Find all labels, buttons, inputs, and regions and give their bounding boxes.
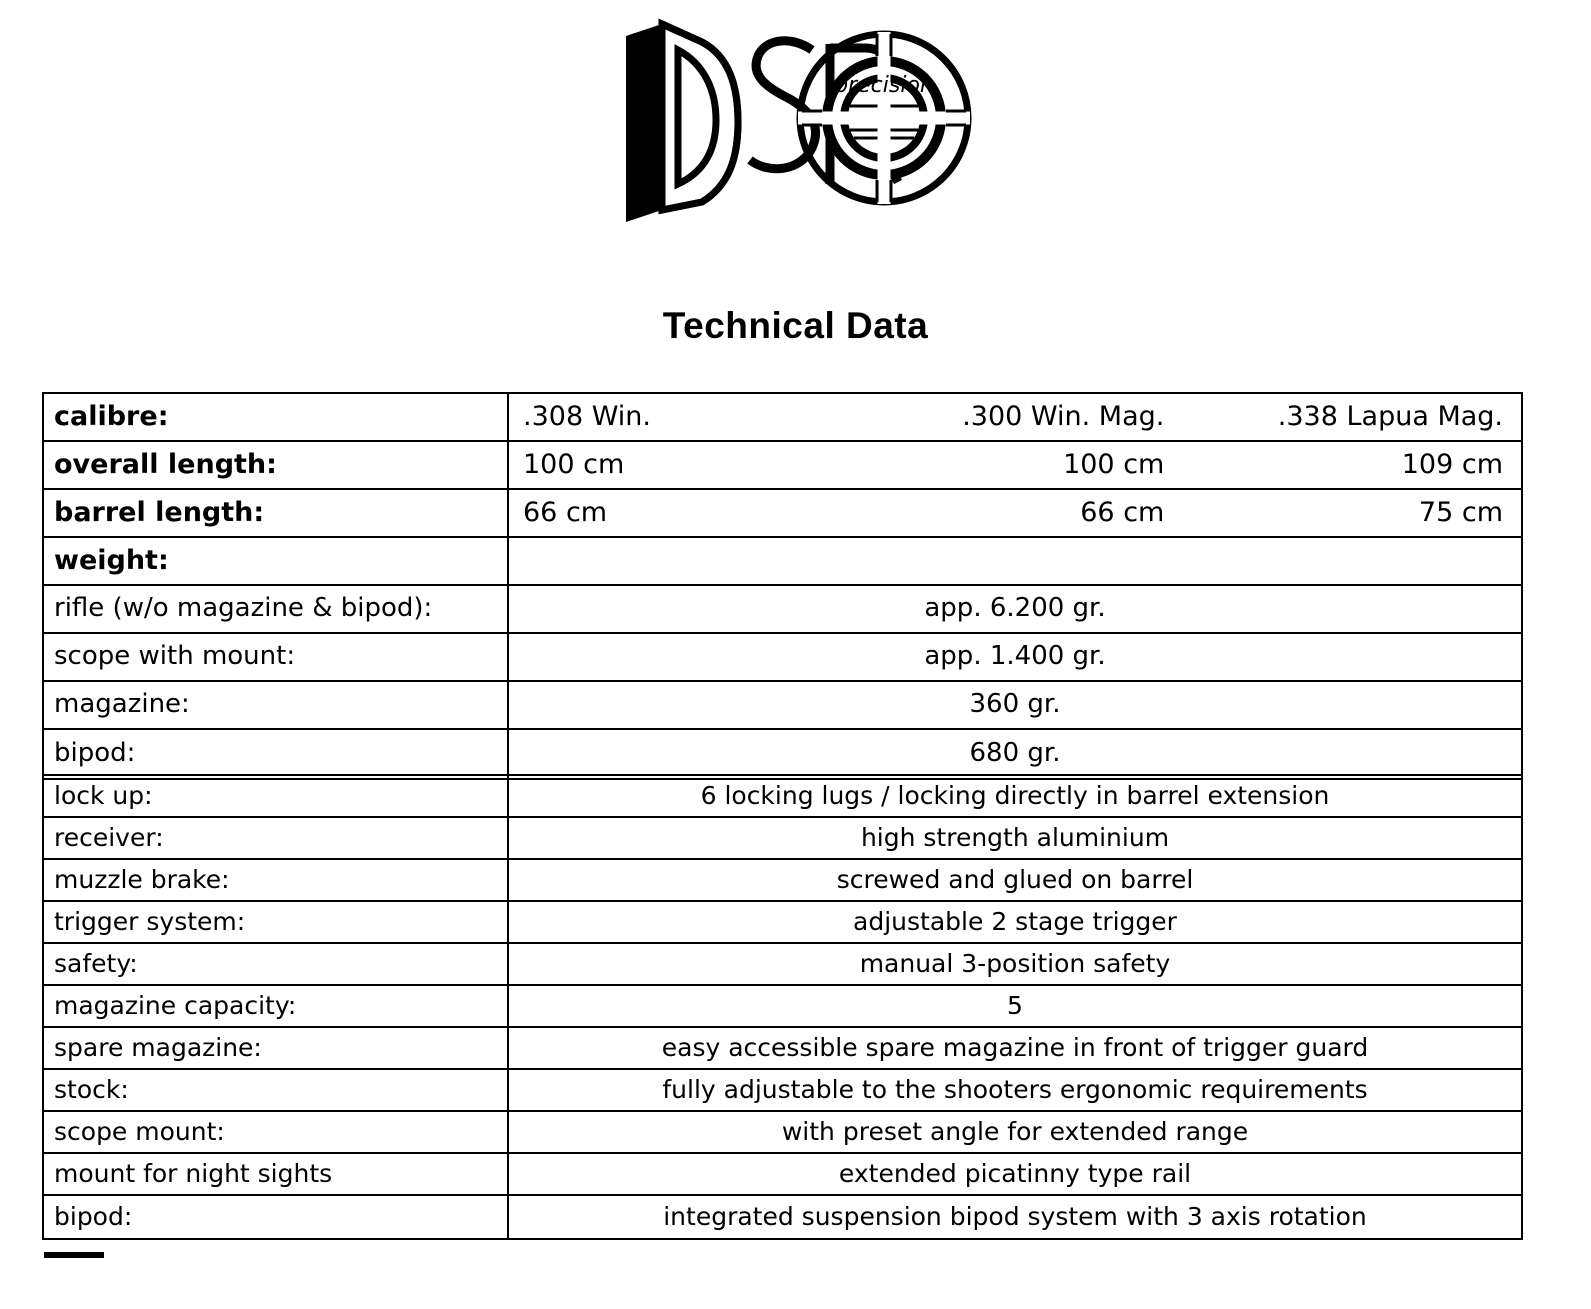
row-label: barrel length: bbox=[44, 490, 509, 536]
row-label: weight: bbox=[44, 538, 509, 584]
page-title: Technical Data bbox=[662, 305, 929, 346]
value-cell: integrated suspension bipod system with 3 axis rotation bbox=[663, 1201, 1367, 1231]
value-cell: 680 gr. bbox=[969, 738, 1061, 769]
table-row bbox=[44, 1070, 1521, 1112]
value-cell: high strength aluminium bbox=[860, 822, 1170, 852]
table-row bbox=[44, 1196, 1521, 1238]
company-logo bbox=[0, 14, 1591, 234]
value-cell: 66 cm bbox=[523, 496, 608, 528]
row-label: trigger system: bbox=[44, 902, 509, 942]
page-edge-mark bbox=[44, 1252, 104, 1258]
table-row bbox=[44, 944, 1521, 986]
value-cell: 100 cm bbox=[1063, 448, 1165, 480]
dsr-precision-logo-graphic bbox=[616, 14, 976, 229]
row-values bbox=[509, 490, 1521, 536]
table-row bbox=[44, 634, 1521, 682]
row-label: scope with mount: bbox=[44, 634, 509, 680]
row-label: calibre: bbox=[44, 394, 509, 440]
row-label: muzzle brake: bbox=[44, 860, 509, 900]
technical-specs-table bbox=[42, 392, 1523, 780]
table-row bbox=[44, 394, 1521, 442]
table-row bbox=[44, 902, 1521, 944]
table-row bbox=[44, 586, 1521, 634]
row-label: receiver: bbox=[44, 818, 509, 858]
row-label: safety: bbox=[44, 944, 509, 984]
value-cell: 75 cm bbox=[1418, 496, 1504, 528]
value-cell: with preset angle for extended range bbox=[781, 1116, 1249, 1146]
value-cell: screwed and glued on barrel bbox=[836, 864, 1194, 894]
row-label: overall length: bbox=[44, 442, 509, 488]
value-cell: 6 locking lugs / locking directly in barrel extension bbox=[700, 780, 1330, 810]
value-cell: app. 1.400 gr. bbox=[924, 641, 1106, 672]
row-label: bipod: bbox=[44, 1196, 509, 1238]
table-row bbox=[44, 860, 1521, 902]
row-label: lock up: bbox=[44, 776, 509, 816]
value-cell: 109 cm bbox=[1401, 448, 1504, 480]
features-table bbox=[42, 774, 1523, 1240]
logo-precision-text: precision bbox=[833, 73, 934, 98]
row-values bbox=[509, 394, 1521, 440]
table-row bbox=[44, 442, 1521, 490]
row-label: magazine capacity: bbox=[44, 986, 509, 1026]
table-row bbox=[44, 986, 1521, 1028]
table-row bbox=[44, 1112, 1521, 1154]
table-row bbox=[44, 538, 1521, 586]
row-label: stock: bbox=[44, 1070, 509, 1110]
table-row bbox=[44, 1154, 1521, 1196]
value-cell: 66 cm bbox=[1080, 496, 1165, 528]
value-cell: .308 Win. bbox=[523, 400, 651, 432]
row-label: magazine: bbox=[44, 682, 509, 728]
row-label: mount for night sights bbox=[44, 1154, 509, 1194]
value-cell: .338 Lapua Mag. bbox=[1277, 400, 1504, 432]
row-label: scope mount: bbox=[44, 1112, 509, 1152]
table-row bbox=[44, 490, 1521, 538]
value-cell: app. 6.200 gr. bbox=[924, 593, 1106, 624]
value-cell: 360 gr. bbox=[969, 689, 1061, 720]
row-label: rifle (w/o magazine & bipod): bbox=[44, 586, 509, 632]
value-cell: .300 Win. Mag. bbox=[962, 400, 1165, 432]
table-row bbox=[44, 818, 1521, 860]
value-cell: easy accessible spare magazine in front of trigger guard bbox=[661, 1032, 1369, 1062]
table-row bbox=[44, 776, 1521, 818]
row-values bbox=[509, 442, 1521, 488]
value-cell: extended picatinny type rail bbox=[838, 1158, 1192, 1188]
value-cell: 5 bbox=[1007, 990, 1023, 1020]
row-label: bipod: bbox=[44, 730, 509, 778]
table-row bbox=[44, 1028, 1521, 1070]
empty-cell bbox=[509, 538, 1521, 584]
value-cell: manual 3-position safety bbox=[859, 948, 1171, 978]
value-cell: fully adjustable to the shooters ergonomic requirements bbox=[662, 1074, 1368, 1104]
value-cell: 100 cm bbox=[523, 448, 625, 480]
value-cell: adjustable 2 stage trigger bbox=[853, 906, 1177, 936]
table-row bbox=[44, 682, 1521, 730]
table-row bbox=[44, 730, 1521, 778]
row-label: spare magazine: bbox=[44, 1028, 509, 1068]
